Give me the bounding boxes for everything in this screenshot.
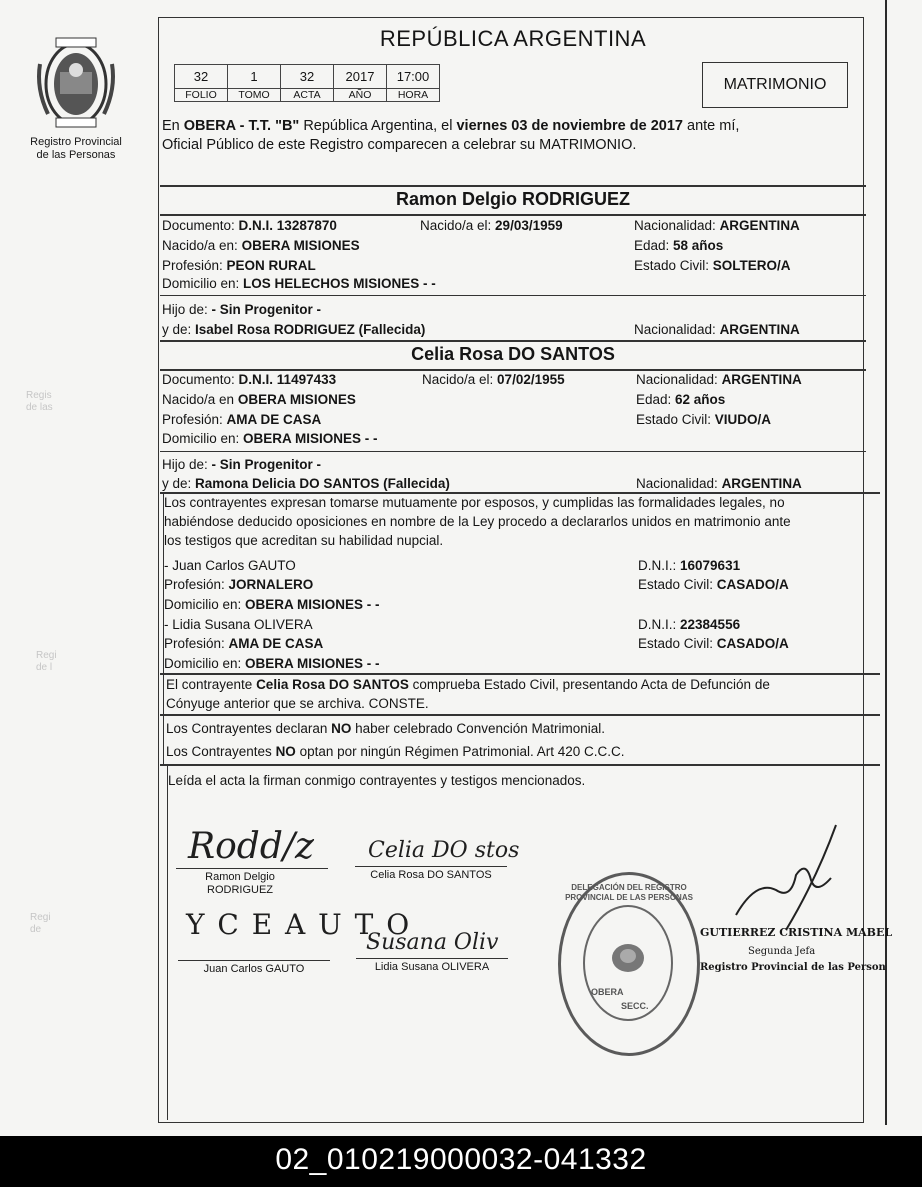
faded-bleed-text: Regis de las [26, 390, 53, 413]
groom-birth-place: Nacido/a en: OBERA MISIONES [162, 238, 360, 253]
faded-bleed-text: Regi de [30, 912, 51, 935]
bride-profession: Profesión: AMA DE CASA [162, 412, 322, 427]
witness2-address: Domicilio en: OBERA MISIONES - - [164, 656, 380, 671]
groom-signature: Rodd/z [188, 826, 314, 867]
groom-nationality: Nacionalidad: ARGENTINA [634, 218, 800, 233]
bride-signature: Celia DO stos [368, 838, 520, 863]
groom-name: Ramon Delgio RODRIGUEZ [395, 189, 630, 209]
witness1-name: - Juan Carlos GAUTO [164, 558, 296, 573]
convention-line-1: Los Contrayentes declaran NO haber celebrado Convención Matrimonial. [166, 721, 605, 736]
anio-label: AÑO [334, 89, 387, 102]
page-title: REPÚBLICA ARGENTINA [379, 26, 647, 51]
anio-value: 2017 [334, 65, 387, 89]
faded-bleed-text: Regi de l [36, 650, 57, 673]
witness1-profession: Profesión: JORNALERO [164, 577, 314, 592]
note-line-2: Cónyuge anterior que se archiva. CONSTE. [166, 696, 429, 711]
stamp-emblem-icon [609, 941, 647, 975]
bride-document: Documento: D.N.I. 11497433 [162, 372, 337, 387]
bride-birth-place: Nacido/a en OBERA MISIONES [162, 392, 356, 407]
declaration-line-3: los testigos que acreditan su habilidad nupcial. [164, 533, 444, 548]
bride-nationality: Nacionalidad: ARGENTINA [636, 372, 802, 387]
tomo-label: TOMO [228, 89, 281, 102]
convention-line-2: Los Contrayentes NO optan por ningún Régimen Patrimonial. Art 420 C.C.C. [166, 744, 625, 759]
groom-document: Documento: D.N.I. 13287870 [162, 218, 337, 233]
registry-numbers-table [174, 64, 440, 102]
intro-line-1: En OBERA - T.T. "B" República Argentina, el viernes 03 de noviembre de 2017 ante mí, [162, 118, 740, 134]
misiones-coat-of-arms-logo [30, 34, 122, 132]
stamp-center-2: SECC. [621, 1001, 649, 1011]
groom-mother: y de: Isabel Rosa RODRIGUEZ (Fallecida) [162, 322, 426, 337]
witness1-signature: Y C E A U T O [186, 908, 412, 941]
witness1-signature-label: Juan Carlos GAUTO [203, 963, 305, 975]
official-name: GUTIERREZ CRISTINA MABEL [700, 926, 893, 939]
declaration-line-1: Los contrayentes expresan tomarse mutuamente por esposos, y cumplidas las formalidades legales, no [164, 495, 785, 510]
witness2-name: - Lidia Susana OLIVERA [164, 617, 313, 632]
witness2-signature-label: Lidia Susana OLIVERA [374, 961, 490, 973]
folio-label: FOLIO [175, 89, 228, 102]
groom-father: Hijo de: - Sin Progenitor - [162, 302, 322, 317]
bride-civil-status: Estado Civil: VIUDO/A [636, 412, 772, 427]
groom-signature-label-2: RODRIGUEZ [207, 884, 273, 896]
official-seal-stamp [558, 872, 700, 1056]
witness1-dni: D.N.I.: 16079631 [638, 558, 741, 573]
official-signature [726, 820, 846, 940]
bride-father: Hijo de: - Sin Progenitor - [162, 457, 322, 472]
page-edge-line [885, 0, 887, 1125]
bride-signature-label: Celia Rosa DO SANTOS [370, 869, 492, 881]
stamp-ring-text: DELEGACIÓN DEL REGISTRO PROVINCIAL DE LAS PERSONAS [565, 883, 693, 902]
witness2-dni: D.N.I.: 22384556 [638, 617, 741, 632]
bride-age: Edad: 62 años [636, 392, 726, 407]
groom-address: Domicilio en: LOS HELECHOS MISIONES - - [162, 276, 436, 291]
groom-birth-date: Nacido/a el: 29/03/1959 [420, 218, 563, 233]
certificate-type-box: MATRIMONIO [702, 62, 848, 108]
official-role: Segunda Jefa [748, 946, 816, 957]
groom-mother-nationality: Nacionalidad: ARGENTINA [634, 322, 800, 337]
tomo-value: 1 [228, 65, 281, 89]
groom-age: Edad: 58 años [634, 238, 724, 253]
note-line-1: El contrayente Celia Rosa DO SANTOS comprueba Estado Civil, presentando Acta de Defunción de [166, 677, 770, 692]
witness2-profession: Profesión: AMA DE CASA [164, 636, 324, 651]
stamp-center-1: OBERA [591, 987, 624, 997]
witness1-civil-status: Estado Civil: CASADO/A [638, 577, 789, 592]
bride-birth-date: Nacido/a el: 07/02/1955 [422, 372, 565, 387]
declaration-line-2: habiéndose deducido oposiciones en nombre de la Ley procedo a declararlos unidos en matrimonio ante [164, 514, 791, 529]
witness2-signature: Susana Oliv [366, 930, 499, 955]
bride-address: Domicilio en: OBERA MISIONES - - [162, 431, 378, 446]
hora-label: HORA [387, 89, 440, 102]
official-org: Registro Provincial de las Person [700, 962, 886, 973]
registry-label: Registro Provincial de las Personas [30, 136, 122, 161]
groom-signature-label-1: Ramon Delgio [205, 871, 275, 883]
witness2-civil-status: Estado Civil: CASADO/A [638, 636, 789, 651]
document-code-bar: 02_010219000032-041332 [0, 1136, 922, 1187]
bride-mother-nationality: Nacionalidad: ARGENTINA [636, 476, 802, 491]
acta-value: 32 [281, 65, 334, 89]
intro-line-2: Oficial Público de este Registro comparecen a celebrar su MATRIMONIO. [162, 137, 637, 153]
witness1-address: Domicilio en: OBERA MISIONES - - [164, 597, 380, 612]
bride-mother: y de: Ramona Delicia DO SANTOS (Fallecida) [162, 476, 450, 491]
groom-civil-status: Estado Civil: SOLTERO/A [634, 258, 791, 273]
acta-label: ACTA [281, 89, 334, 102]
bride-name: Celia Rosa DO SANTOS [411, 344, 615, 364]
hora-value: 17:00 [387, 65, 440, 89]
folio-value: 32 [175, 65, 228, 89]
closing-text: Leída el acta la firman conmigo contrayentes y testigos mencionados. [168, 773, 586, 788]
groom-profession: Profesión: PEON RURAL [162, 258, 316, 273]
